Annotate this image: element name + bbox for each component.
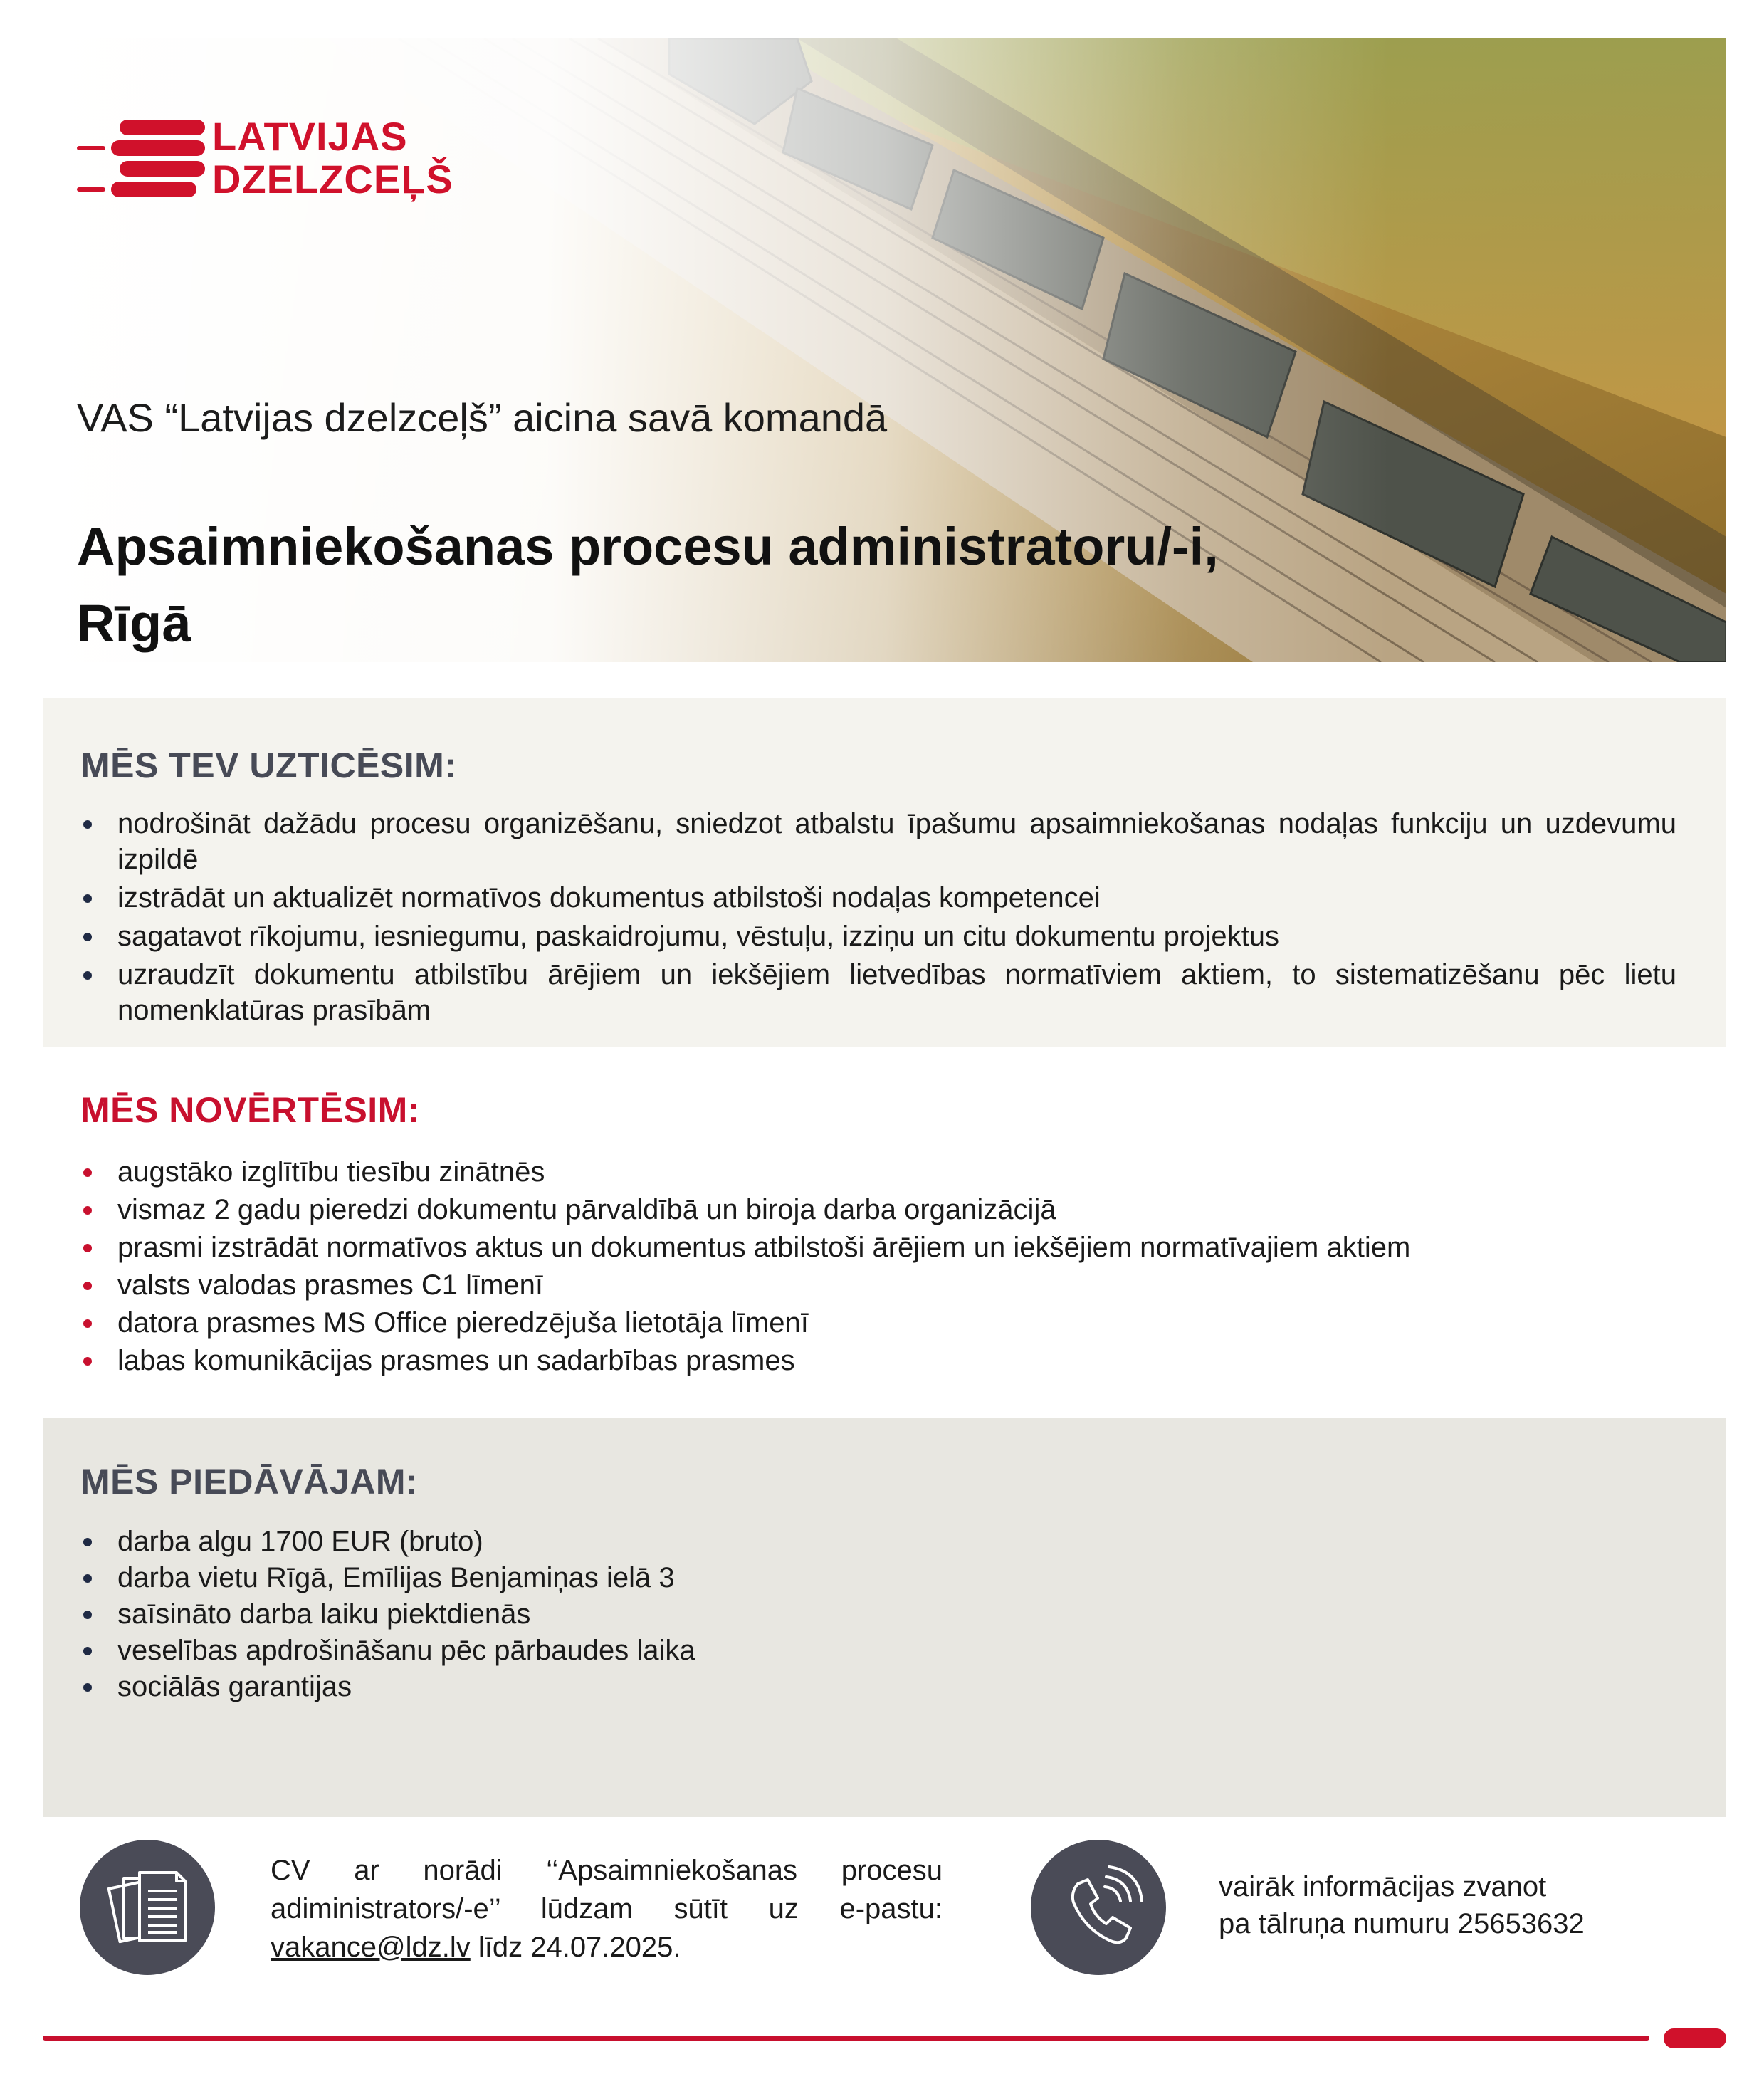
bullet-icon (83, 1168, 92, 1177)
job-title-line-1: Apsaimniekošanas procesu administratoru/-i, (77, 517, 1219, 576)
footer-pill-decoration (1664, 2028, 1726, 2048)
list-item-text: nodrošināt dažādu procesu organizēšanu, sniedzot atbalstu īpašumu apsaimniekošanas nodaļas funkciju un uzdevumu izpildē (117, 808, 1676, 875)
list-item-text: datora prasmes MS Office pieredzējuša lietotāja līmenī (117, 1307, 809, 1339)
job-title-line-2: Rīgā (77, 594, 191, 653)
list-item-text: augstāko izglītību tiesību zinātnēs (117, 1156, 545, 1188)
intro-text: VAS “Latvijas dzelzceļš” aicina savā komandā (77, 395, 888, 440)
phone-text-line-2: pa tālruņa numuru 25653632 (1219, 1908, 1585, 1939)
list-item (80, 806, 1676, 877)
logo-stripes-icon (77, 120, 205, 212)
job-title (77, 508, 1501, 662)
list-item-text: sociālās garantijas (117, 1671, 352, 1702)
bullet-icon (83, 1683, 92, 1692)
bullet-icon (83, 1538, 92, 1546)
list-item (80, 1191, 1676, 1229)
list-item (80, 1229, 1676, 1267)
list-item-text: prasmi izstrādāt normatīvos aktus un dokumentus atbilstoši ārējiem un iekšējiem normatīvajiem aktiem (117, 1232, 1411, 1263)
list-item-text: izstrādāt un aktualizēt normatīvos dokumentus atbilstoši nodaļas kompetencei (117, 882, 1101, 913)
email-link[interactable]: vakance@ldz.lv (271, 1932, 471, 1963)
list-item-text: darba algu 1700 EUR (bruto) (117, 1526, 483, 1557)
bullet-icon (83, 971, 92, 980)
section-offer (43, 1418, 1726, 1817)
list-item-text: saīsināto darba laiku piektdienās (117, 1598, 531, 1630)
list-item-text: valsts valodas prasmes C1 līmenī (117, 1269, 544, 1301)
phone-text-line-1: vairāk informācijas zvanot (1219, 1871, 1547, 1902)
list-item (80, 1524, 1676, 1560)
list-item (80, 957, 1676, 1028)
list-item-text: darba vietu Rīgā, Emīlijas Benjamiņas ielā 3 (117, 1562, 675, 1593)
company-logo (77, 115, 504, 222)
bullet-icon (83, 933, 92, 941)
list-item (80, 918, 1676, 954)
list-item (80, 1342, 1676, 1380)
list-item (80, 1153, 1676, 1191)
cv-text-part-2: līdz 24.07.2025. (470, 1932, 681, 1963)
section-heading-responsibilities: MĒS TEV UZTICĒSIM: (80, 745, 457, 785)
list-item (80, 1633, 1676, 1669)
logo-wordmark (212, 115, 453, 201)
bullet-icon (83, 1244, 92, 1252)
cv-text-part-1: CV ar norādi ‘‘Apsaimniekošanas procesu adiministrators/-e’’ lūdzam sūtīt uz e-pastu: (271, 1855, 943, 1924)
section-heading-requirements: MĒS NOVĒRTĒSIM: (80, 1090, 420, 1130)
bullet-icon (83, 1647, 92, 1655)
list-item (80, 880, 1676, 916)
bullet-icon (83, 820, 92, 829)
bullet-icon (83, 1206, 92, 1215)
list-item (80, 1669, 1676, 1705)
requirements-list (80, 1153, 1676, 1380)
section-requirements (43, 1048, 1726, 1418)
footer-divider (43, 2036, 1649, 2041)
hero-banner (43, 38, 1726, 662)
list-item (80, 1267, 1676, 1304)
list-item-text: vismaz 2 gadu pieredzi dokumentu pārvaldībā un biroja darba organizācijā (117, 1194, 1056, 1225)
list-item (80, 1304, 1676, 1342)
list-item (80, 1596, 1676, 1633)
offer-list (80, 1524, 1676, 1705)
logo-line-2: DZELZCEĻŠ (212, 157, 453, 201)
section-heading-offer: MĒS PIEDĀVĀJAM: (80, 1462, 419, 1502)
section-responsibilities (43, 698, 1726, 1047)
bullet-icon (83, 1282, 92, 1290)
list-item-text: sagatavot rīkojumu, iesniegumu, paskaidrojumu, vēstuļu, izziņu un citu dokumentu projektus (117, 921, 1279, 952)
bullet-icon (83, 1611, 92, 1619)
logo-line-1: LATVIJAS (212, 114, 408, 159)
bullet-icon (83, 894, 92, 903)
cv-instructions (271, 1851, 943, 1967)
phone-contact-text (1219, 1868, 1674, 1942)
bullet-icon (83, 1319, 92, 1328)
list-item-text: labas komunikācijas prasmes un sadarbības prasmes (117, 1345, 795, 1376)
document-icon (80, 1840, 215, 1975)
bullet-icon (83, 1357, 92, 1366)
list-item-text: veselības apdrošināšanu pēc pārbaudes laika (117, 1635, 695, 1666)
list-item (80, 1560, 1676, 1596)
phone-icon (1031, 1840, 1166, 1975)
list-item-text: uzraudzīt dokumentu atbilstību ārējiem un iekšējiem lietvedības normatīviem aktiem, to sistematizēšanu pēc lietu nomenklatūras prasībām (117, 959, 1676, 1026)
responsibilities-list (80, 806, 1676, 1031)
bullet-icon (83, 1574, 92, 1583)
